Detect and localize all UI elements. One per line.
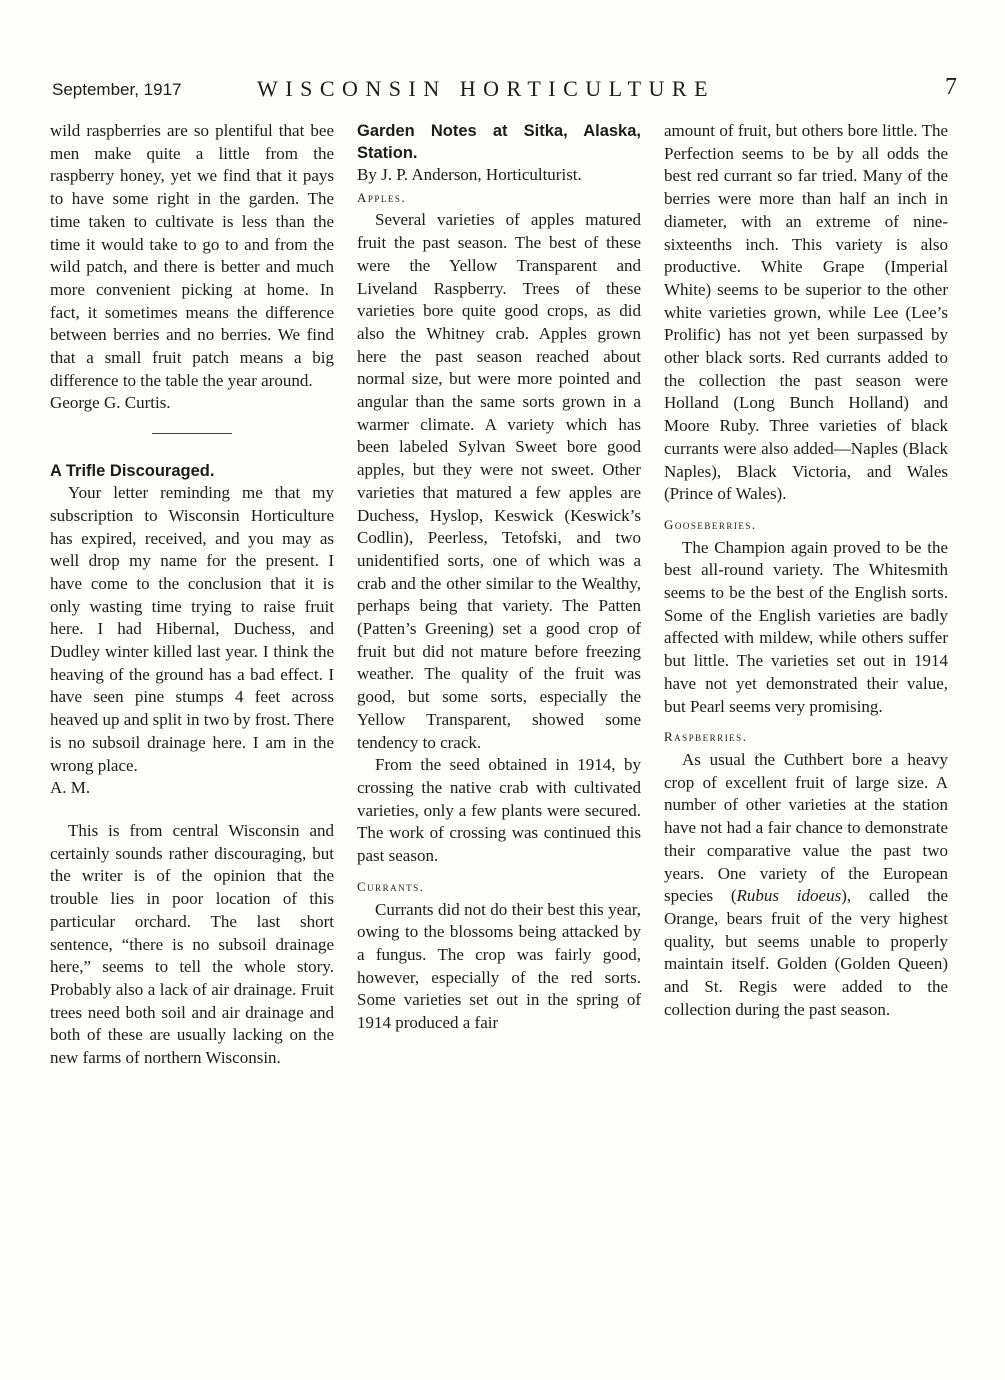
apples-paragraph: Several varieties of apples matured fruit the past season. The best of these were the Yellow Transparent and Liveland Raspberry. Trees of these varieties bore quite good crops, as did also the Whitney crab. Apples grown here the past season reached about normal size, but were more pointed and angular than the same sorts grown in a warmer climate. A variety which has been labeled Sylvan Sweet bore good apples, but they were not sweet. Other varieties that matured a few apples are Duchess, Hyslop, Keswick (Keswick’s Codlin), Peerless, Tetofski, and two unidentified sorts, one of which was a crab and the other similar to the Wealthy, perhaps being that variety. The Patten (Patten’s Greening) set a good crop of fruit but did not mature before freezing weather. The quality of the fruit was good, but some sorts, especially the Yellow Transparent, showed some tendency to crack. xyxy=(357,210,641,752)
apples-heading: Apples. xyxy=(357,189,407,205)
raspberries-text-b: ), called the Orange, bears fruit of the very highest quality, but seems unable to properly maintain itself. Golden (Golden Queen) and St. Regis were added to the collection during the past season. xyxy=(664,886,948,1019)
column-left xyxy=(50,120,334,1070)
section-divider xyxy=(152,433,232,434)
intro-signature: George G. Curtis. xyxy=(50,393,171,413)
intro-paragraph: wild raspberries are so plentiful that bee men make quite a little from the raspberry honey, yet we find that it pays to have some right in the garden. The time taken to cultivate is less than the time it would take to go to and from the wild patch, and there is better and much more convenient picking at home. In fact, it sometimes means the difference between berries and no berries. We find that a small fruit patch means a big difference to the table the year around. xyxy=(50,121,334,390)
article-byline: By J. P. Anderson, Horticulturist. xyxy=(357,165,582,184)
gooseberries-heading: Gooseberries. xyxy=(664,516,757,532)
raspberries-heading: Raspberries. xyxy=(664,729,748,745)
species-name: Rubus idoeus xyxy=(736,886,842,906)
article-title-discouraged: A Trifle Discouraged. xyxy=(50,462,215,481)
raspberries-text-a: As usual the Cuthbert bore a heavy crop of excellent fruit of large size. A number of other varieties at the station have not had a fair chance to demonstrate their comparative value the past two years. One variety of the European species ( xyxy=(664,749,948,906)
page-number: 7 xyxy=(945,74,957,100)
column-middle xyxy=(357,120,641,1035)
page-header xyxy=(52,74,957,104)
currants-paragraph: Currants did not do their best this year, owing to the blossoms being attacked by a fungus. The crop was fairly good, however, especially of the red sorts. Some varieties set out in the spring of 1914 produced a fair xyxy=(357,899,641,1033)
seed-paragraph: From the seed obtained in 1914, by crossing the native crab with cultivated varieties, only a few plants were secured. The work of crossing was continued this past season. xyxy=(357,755,641,866)
currants-heading: Currants. xyxy=(357,878,425,894)
comment-paragraph: This is from central Wisconsin and certainly sounds rather discouraging, but the writer is of the opinion that the trouble lies in poor location of this particular orchard. The last short sentence, “there is no subsoil drainage here,” seems to tell the whole story. Probably also a lack of air drainage. Fruit trees need both soil and air drainage and both of these are usually lacking on the new farms of northern Wisconsin. xyxy=(50,820,334,1068)
publication-title: WISCONSIN HORTICULTURE xyxy=(257,76,716,101)
article-title-sitka: Garden Notes at Sitka, Alaska, Station. xyxy=(357,122,641,162)
column-right xyxy=(664,120,948,1021)
letter-signature: A. M. xyxy=(50,778,91,798)
letter-paragraph: Your letter reminding me that my subscription to Wisconsin Horticulture has expired, received, and you may as well drop my name for the present. I have come to the conclusion that it is only wasting time trying to raise fruit here. I had Hibernal, Duchess, and Dudley winter killed last year. I think the heaving of the ground has a bad effect. I have seen pine stumps 4 feet across heaved up and split in two by frost. There is no subsoil drainage here. I am in the wrong place. xyxy=(50,483,334,775)
gooseberries-paragraph: The Champion again proved to be the best all-round variety. The Whitesmith seems to be the best of the English sorts. Some of the English varieties are badly affected with mildew, while others suffer but little. The varieties set out in 1914 have not yet demonstrated their value, but Pearl seems very promising. xyxy=(664,537,948,716)
raspberries-paragraph xyxy=(664,749,948,1021)
issue-date: September, 1917 xyxy=(52,80,182,99)
currants-continued-paragraph: amount of fruit, but others bore little. The Perfection seems to be by all odds the best red currant so far tried. Many of the berries were more than half an inch in diameter, with an extreme of nine-sixteenths inch. This variety is also productive. White Grape (Imperial White) seems to be superior to the other white varieties grown, while Lee (Lee’s Prolific) has not yet been surpassed by other black sorts. Red currants added to the collection the past season were Holland (Long Bunch Holland) and Moore Ruby. Three varieties of black currants were also added—Naples (Black Naples), Black Victoria, and Wales (Prince of Wales). xyxy=(664,121,948,504)
